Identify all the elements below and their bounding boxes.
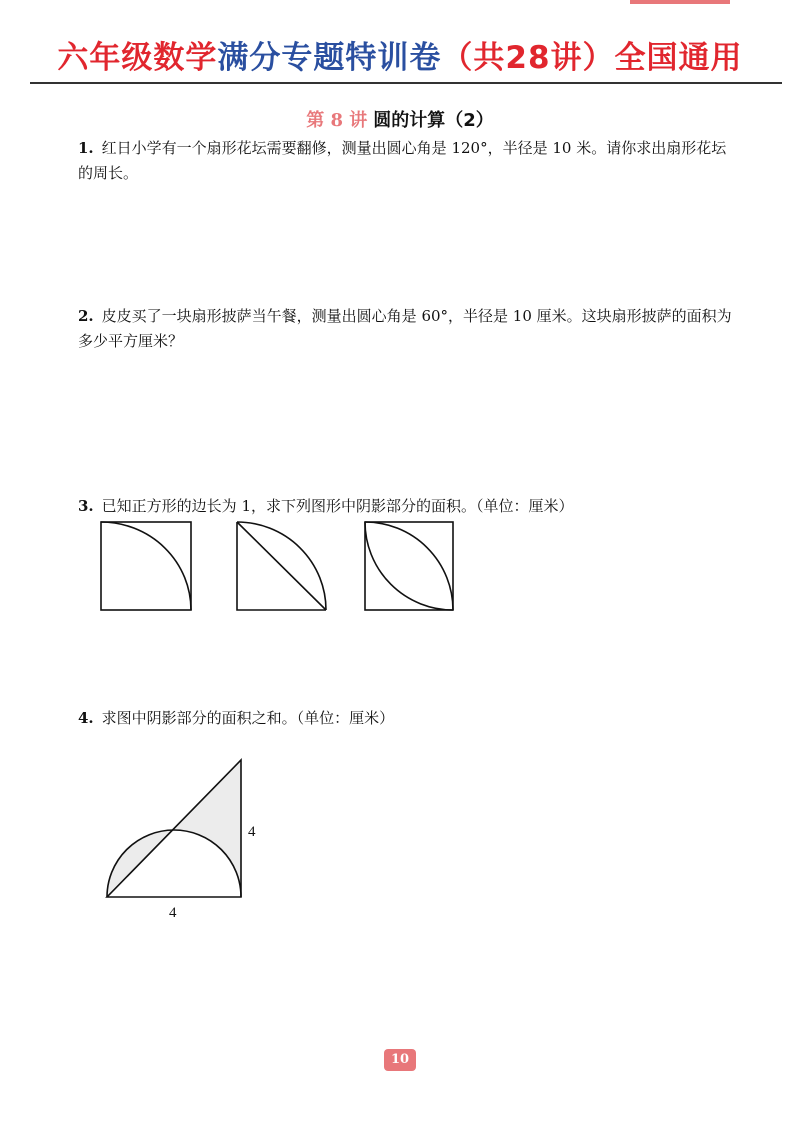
square-outline	[365, 522, 453, 610]
lesson-number: 第 8 讲	[306, 110, 368, 131]
diagonal-line	[237, 522, 326, 610]
page-number-badge: 10	[384, 1049, 416, 1071]
question-4	[78, 706, 738, 731]
right-triangle	[107, 760, 241, 897]
shaded-left-segment	[107, 830, 174, 897]
question-3	[78, 494, 738, 519]
top-decoration-bar	[630, 0, 730, 4]
base-length-label: 4	[169, 905, 177, 921]
semicircle-arc	[107, 830, 241, 897]
question-number: 4.	[78, 709, 94, 727]
document-header	[0, 32, 800, 82]
header-grade: 六年级数学	[57, 40, 218, 76]
header-note: （共28讲）全国通用	[441, 40, 743, 76]
question-2	[78, 304, 738, 354]
question-text: 皮皮买了一块扇形披萨当午餐，测量出圆心角是 60°，半径是 10 厘米。这块扇形披萨的面积为多少平方厘米？	[78, 307, 732, 350]
upper-arc	[365, 522, 453, 610]
question-number: 3.	[78, 497, 94, 515]
question-number: 1.	[78, 139, 94, 157]
question-number: 2.	[78, 307, 94, 325]
quarter-arc	[237, 522, 326, 610]
question-1	[78, 136, 738, 186]
side-length-label: 4	[248, 824, 256, 840]
question-text: 求图中阴影部分的面积之和。（单位：厘米）	[101, 709, 395, 727]
lesson-title	[0, 106, 800, 132]
square-outline	[101, 522, 191, 610]
question-text: 已知正方形的边长为 1，求下列图形中阴影部分的面积。（单位：厘米）	[101, 497, 574, 515]
quarter-arc	[101, 522, 191, 610]
header-divider	[30, 82, 782, 84]
lesson-name: 圆的计算（2）	[373, 110, 494, 131]
lower-arc	[365, 522, 453, 610]
question-text: 红日小学有一个扇形花坛需要翻修，测量出圆心角是 120°，半径是 10 米。请你求出扇形花坛的周长。	[78, 139, 727, 182]
header-series: 满分专题特训卷	[217, 40, 442, 76]
figure-outline	[237, 522, 326, 610]
shaded-right-region	[174, 760, 241, 897]
